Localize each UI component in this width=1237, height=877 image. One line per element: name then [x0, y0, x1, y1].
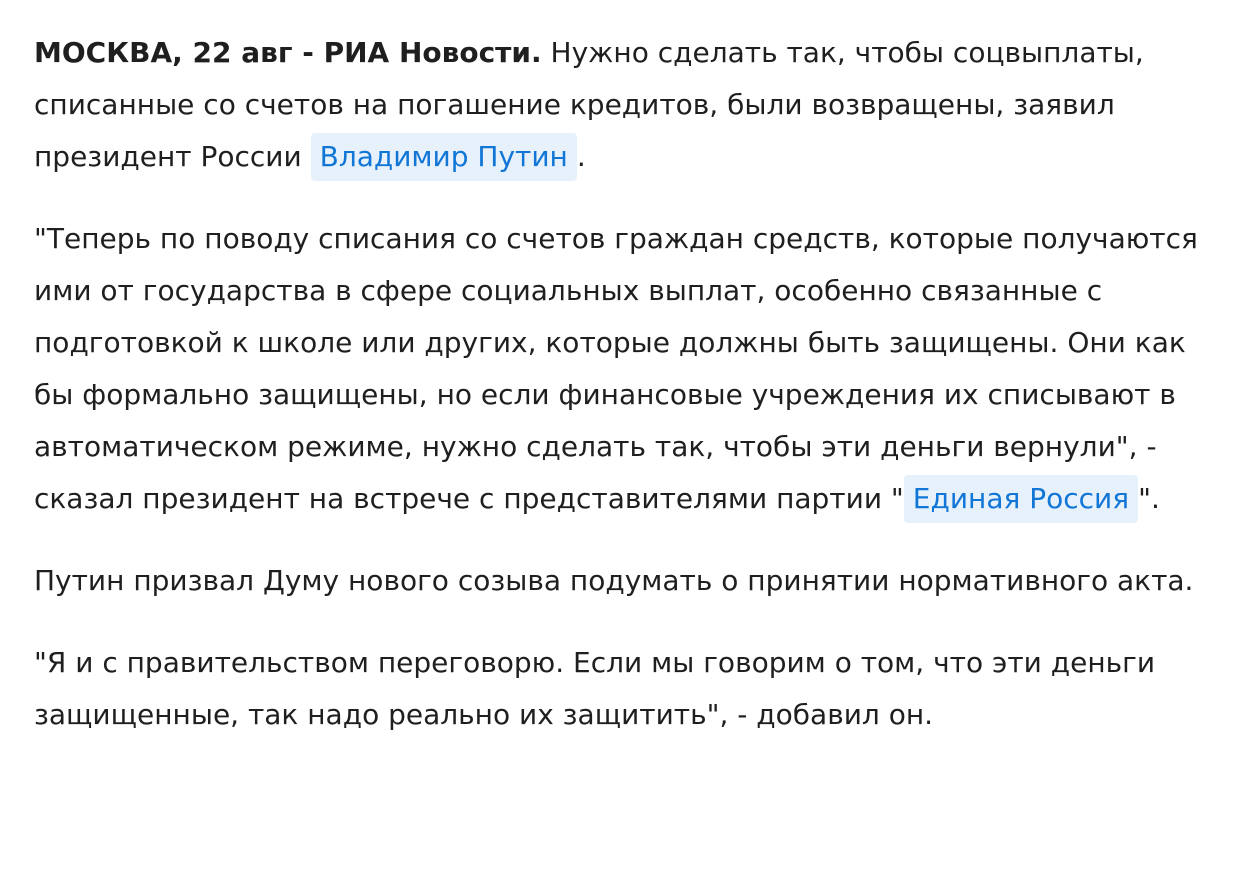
paragraph-1-text: Нужно сделать так, чтобы соцвыплаты, списанные со счетов на погашение кредитов, были возвращены, заявил президент России	[34, 36, 1144, 173]
link-united-russia[interactable]: Единая Россия	[904, 475, 1138, 523]
paragraph-1	[34, 27, 1229, 183]
paragraph-4-text: "Я и с правительством переговорю. Если мы говорим о том, что эти деньги защищенные, так надо реально их защитить", - добавил он.	[34, 646, 1156, 731]
paragraph-3-text: Путин призвал Думу нового созыва подумать о принятии нормативного акта.	[34, 564, 1194, 597]
link-vladimir-putin[interactable]: Владимир Путин	[311, 133, 577, 181]
paragraph-1-end: .	[576, 140, 586, 173]
paragraph-4	[34, 637, 1229, 741]
article-body	[34, 27, 1229, 771]
paragraph-2-end: ".	[1138, 482, 1160, 515]
paragraph-2-text: "Теперь по поводу списания со счетов граждан средств, которые получаются ими от государства в сфере социальных выплат, особенно связанные с подготовкой к школе или других, которые должны быть защищены. Они как бы формально защищены, но если финансовые учреждения их списывают в автоматическом режиме, нужно сделать так, чтобы эти деньги вернули", - сказал президент на встрече с представителями партии "	[34, 222, 1198, 515]
paragraph-3	[34, 555, 1229, 607]
paragraph-2	[34, 213, 1229, 525]
dateline: МОСКВА, 22 авг - РИА Новости.	[34, 36, 542, 69]
